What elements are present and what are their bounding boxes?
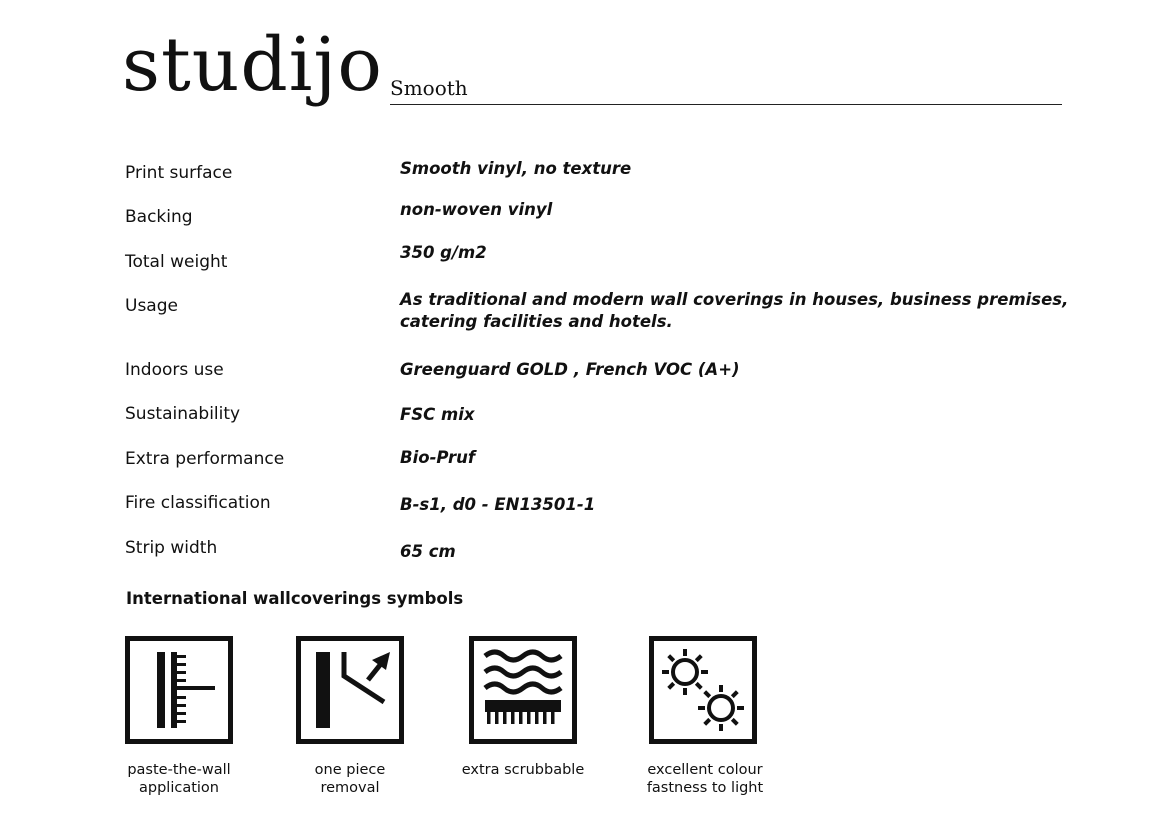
caption-paste-the-wall — [89, 761, 269, 797]
spec-label-indoors-use: Indoors use — [125, 360, 224, 380]
symbols-heading: International wallcoverings symbols — [126, 589, 464, 608]
spec-value-usage-line1: As traditional and modern wall coverings in houses, business premises, — [400, 290, 1069, 309]
spec-value-sustainability: FSC mix — [400, 405, 475, 424]
caption-line: application — [139, 780, 219, 796]
spec-label-total-weight: Total weight — [125, 252, 228, 272]
caption-extra-scrubbable — [433, 761, 613, 779]
spec-value-strip-width: 65 cm — [400, 542, 456, 561]
spec-label-sustainability: Sustainability — [125, 404, 241, 424]
spec-label-backing: Backing — [125, 207, 193, 227]
spec-value-total-weight: 350 g/m2 — [400, 243, 487, 262]
spec-value-print-surface: Smooth vinyl, no texture — [400, 159, 632, 178]
title-divider — [390, 104, 1062, 105]
caption-colour-fastness — [615, 761, 795, 797]
brand-logo: studijo — [122, 22, 383, 108]
paste-the-wall-icon — [125, 636, 233, 744]
spec-value-indoors-use: Greenguard GOLD , French VOC (A+) — [400, 360, 740, 379]
spec-label-strip-width: Strip width — [125, 538, 218, 558]
spec-label-extra-performance: Extra performance — [125, 449, 285, 469]
caption-line: removal — [320, 780, 380, 796]
one-piece-removal-icon — [296, 636, 404, 744]
colour-fastness-icon — [649, 636, 757, 744]
spec-value-backing: non-woven vinyl — [400, 200, 553, 219]
spec-label-fire-classification: Fire classification — [125, 493, 271, 513]
extra-scrubbable-icon — [469, 636, 577, 744]
caption-line: extra scrubbable — [461, 762, 585, 778]
spec-label-print-surface: Print surface — [125, 163, 233, 183]
caption-one-piece-removal — [260, 761, 440, 797]
caption-line: paste-the-wall — [127, 762, 231, 778]
caption-line: fastness to light — [646, 780, 764, 796]
spec-value-usage-line2: catering facilities and hotels. — [400, 312, 673, 331]
product-name: Smooth — [390, 76, 468, 100]
caption-line: one piece — [314, 762, 386, 778]
spec-label-usage: Usage — [125, 296, 178, 316]
spec-value-fire-classification: B-s1, d0 - EN13501-1 — [400, 495, 596, 514]
spec-value-extra-performance: Bio-Pruf — [400, 448, 476, 467]
caption-line: excellent colour — [647, 762, 763, 778]
